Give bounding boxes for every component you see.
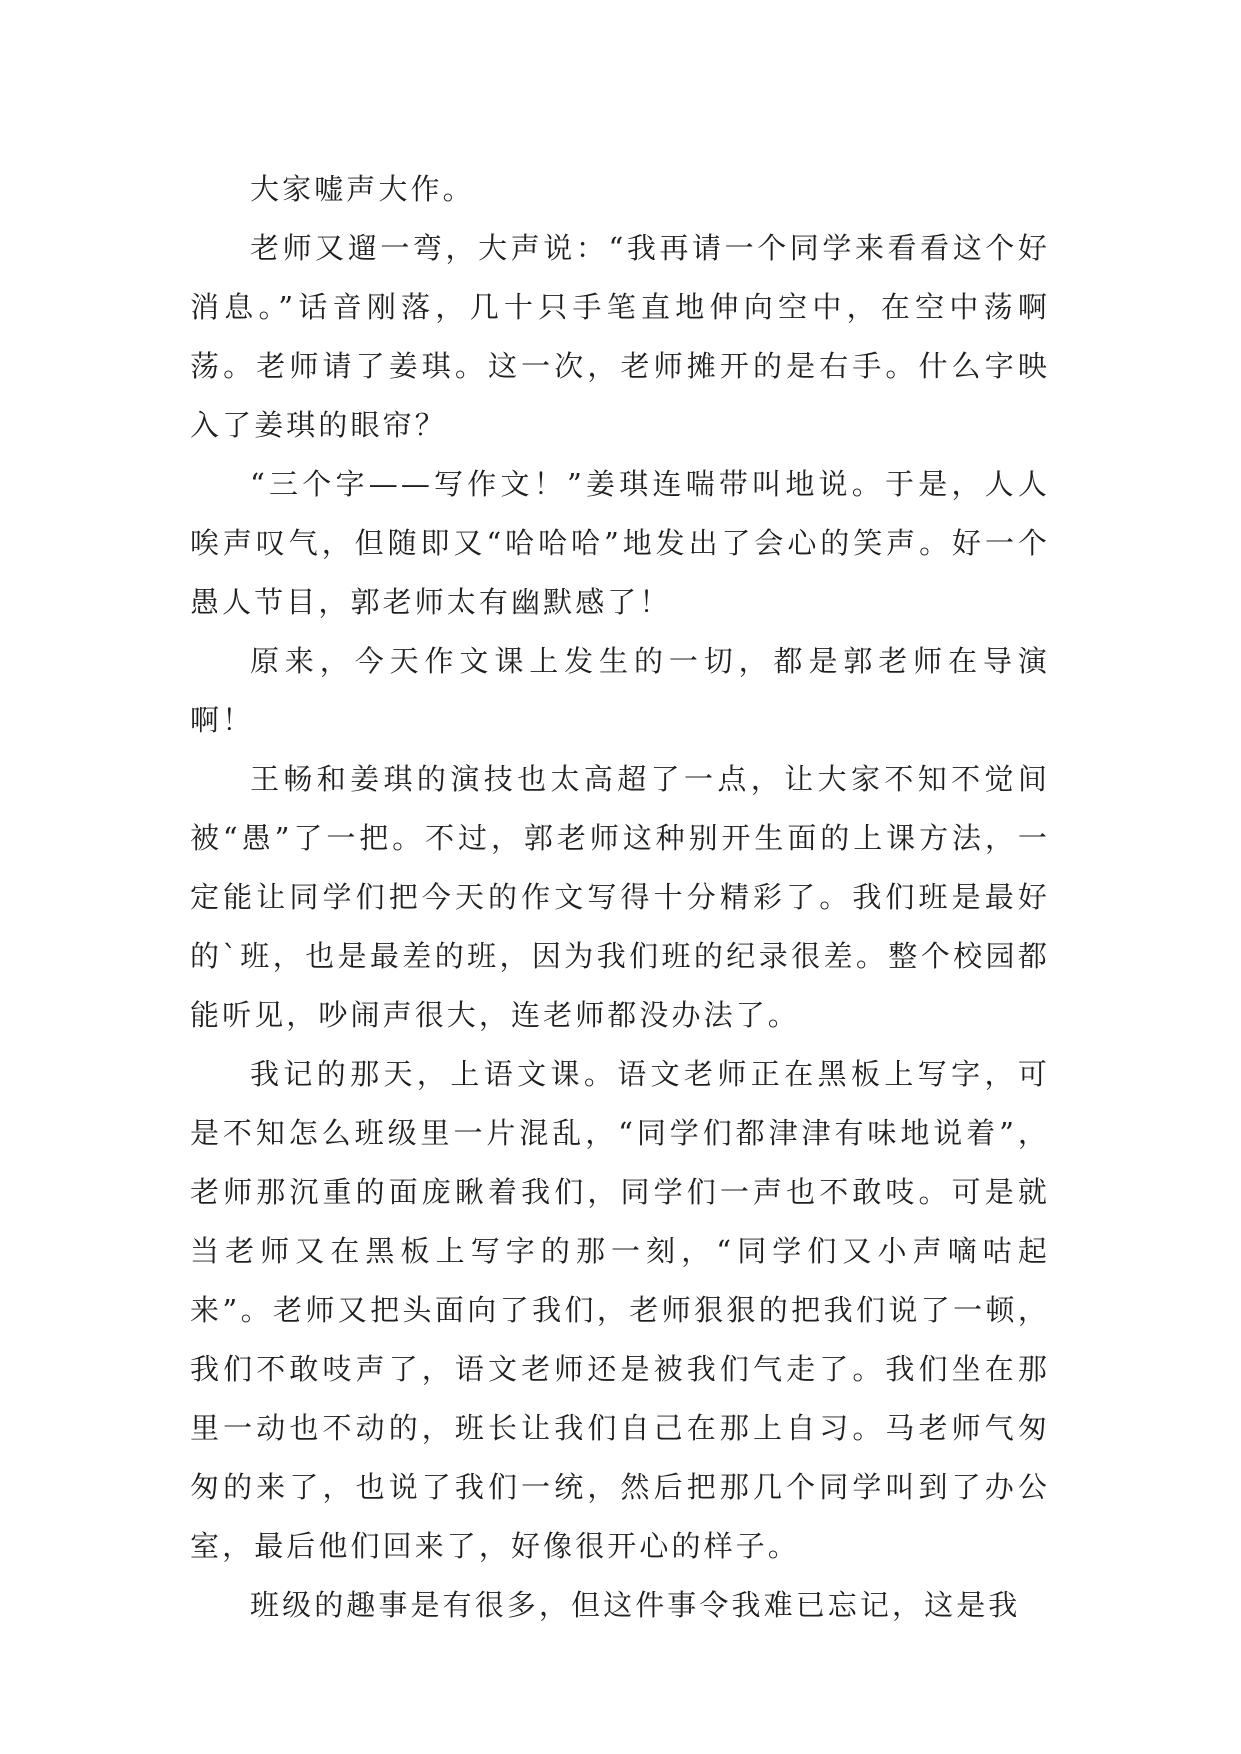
document-body <box>190 160 1050 1635</box>
paragraph-2: 老师又遛一弯，大声说：“我再请一个同学来看看这个好消息。”话音刚落，几十只手笔直地伸向空中，在空中荡啊荡。老师请了姜琪。这一次，老师摊开的是右手。什么字映入了姜琪的眼帘？ <box>190 231 1050 442</box>
paragraph-4: 原来，今天作文课上发生的一切，都是郭老师在导演啊！ <box>190 644 1050 737</box>
paragraph-7: 班级的趣事是有很多，但这件事令我难已忘记，这是我 <box>250 1588 1021 1622</box>
paragraph-6: 我记的那天，上语文课。语文老师正在黑板上写字，可是不知怎么班级里一片混乱，“同学们都津津有味地说着”，老师那沉重的面庞瞅着我们，同学们一声也不敢吱。可是就当老师又在黑板上写字的那一刻，“同学们又小声嘀咕起来”。老师又把头面向了我们，老师狠狠的把我们说了一顿，我们不敢吱声了，语文老师还是被我们气走了。我们坐在那里一动也不动的，班长让我们自己在那上自习。马老师气匆匆的来了，也说了我们一统，然后把那几个同学叫到了办公室，最后他们回来了，好像很开心的样子。 <box>190 1057 1050 1563</box>
paragraph-5: 王畅和姜琪的演技也太高超了一点，让大家不知不觉间被“愚”了一把。不过，郭老师这种别开生面的上课方法，一定能让同学们把今天的作文写得十分精彩了。我们班是最好的`班，也是最差的班，因为我们班的纪录很差。整个校园都能听见，吵闹声很大，连老师都没办法了。 <box>190 762 1050 1032</box>
paragraph-1: 大家嘘声大作。 <box>250 172 475 206</box>
paragraph-3: “三个字——写作文！”姜琪连喘带叫地说。于是，人人唉声叹气，但随即又“哈哈哈”地发出了会心的笑声。好一个愚人节目，郭老师太有幽默感了！ <box>190 467 1050 619</box>
